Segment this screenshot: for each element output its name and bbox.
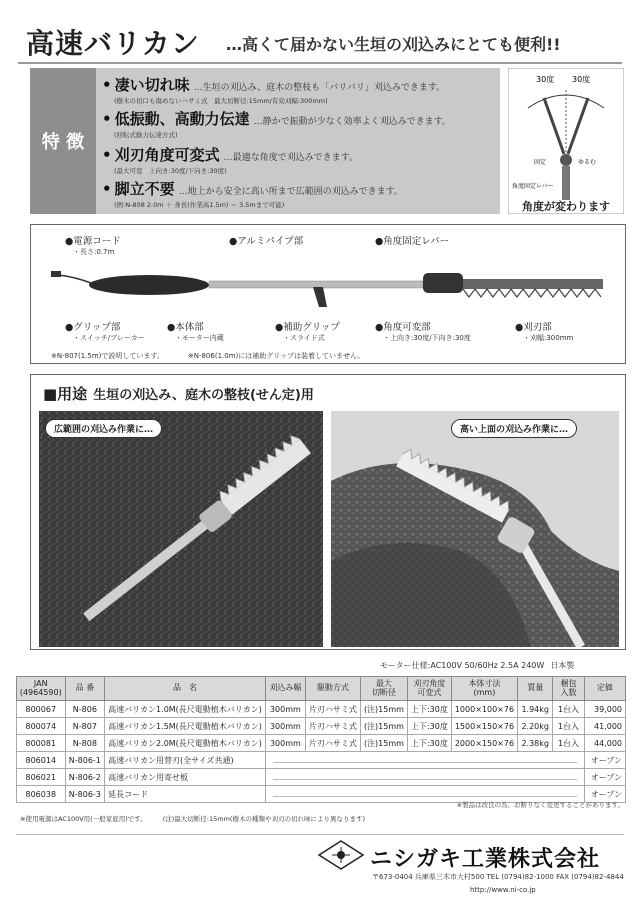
- feature-note: (最大可変 上向き:30度/下向き:30度): [114, 167, 227, 175]
- feature-item: • 刈刃角度可変式 …最適な角度で刈込みできます。 (最大可変 上向き:30度/下向き:30度): [102, 144, 498, 175]
- feature-desc: …静かで振動が少なく効率よく刈込みできます。: [253, 117, 451, 127]
- part-pipe: ●アルミパイプ部: [229, 236, 304, 247]
- part-body: ●本体部 ・モーター内蔵: [167, 322, 224, 342]
- features-panel: [30, 68, 500, 214]
- feature-title: 低振動、高動力伝達: [114, 110, 250, 128]
- col-code: 品 番: [65, 677, 105, 701]
- motor-spec: モーター仕様:AC100V 50/60Hz 2.5A 240W 日本製: [380, 661, 575, 670]
- col-name: 品 名: [105, 677, 266, 701]
- blade-bar-shape: [463, 279, 603, 289]
- part-angle: ●角度可変部 ・上向き:30度/下向き:30度: [375, 322, 471, 342]
- loosen-label: ゆるむ: [578, 159, 597, 166]
- footer-divider: [16, 834, 624, 835]
- col-jan: JAN (4964590): [17, 677, 66, 701]
- table-row: 800067 N-806 高速バリカン1.0M(長尺電動植木バリカン) 300mm 片刃ハサミ式 (注)15mm 上下:30度 1000×100×76 1.94kg 1台入 39,000: [17, 701, 626, 718]
- table-row: 800081 N-808 高速バリカン2.0M(長尺電動植木バリカン) 300mm 片刃ハサミ式 (注)15mm 上下:30度 2000×150×76 2.38kg 1台入 44,000: [17, 735, 626, 752]
- col-price: 定価: [584, 677, 625, 701]
- company-logo-icon: [318, 840, 364, 870]
- lever-label: 角度固定レバー: [512, 183, 554, 190]
- company-address: 〒673-0404 兵庫県三木市大村500 TEL (0794)82-1000 FAX (0794)82-4844: [372, 873, 624, 881]
- feature-title: 凄い切れ味: [114, 76, 190, 94]
- col-size: 本体寸法 (mm): [451, 677, 517, 701]
- angle-joint-shape: [423, 273, 463, 293]
- table-row: 806038 N-806-3 延長コード オープン: [17, 786, 626, 803]
- grip-body-shape: [89, 275, 209, 295]
- angle-diagram: [508, 68, 624, 214]
- feature-desc: …地上から安全に高い所まで広範囲の刈込みできます。: [178, 187, 403, 197]
- power-cord-icon: [59, 275, 91, 283]
- plug-icon: [51, 271, 61, 277]
- parts-notes: ※N-807(1.5m)で説明しています。 ※N-806(1.0m)には補助グリップは装着していません。: [51, 352, 365, 360]
- parts-diagram: [30, 224, 626, 364]
- hedge-photo-left: [39, 411, 323, 647]
- part-grip: ●グリップ部 ・スイッチ/ブレーカー: [65, 322, 145, 342]
- part-cord: ●電源コード ・長さ:0.7m: [65, 236, 121, 256]
- right-angle-label: 30度: [572, 75, 591, 84]
- made-in-label: 日本製: [550, 661, 575, 670]
- aux-grip-shape: [313, 287, 327, 307]
- feature-item: • 脚立不要 …地上から安全に高い所まで広範囲の刈込みできます。 (例:N-808 2.0m ＋ 身長(作業高1.5m) ＝ 3.5mまで可能): [102, 178, 498, 209]
- title-divider: [18, 62, 622, 64]
- footer-notes: ※使用電源はAC100V用(一般家庭用)です。 (注)最大切断径:15mm(樹木の種類や刈刃の切れ味により異なります): [20, 815, 366, 823]
- feature-desc: …最適な角度で刈込みできます。: [223, 153, 358, 163]
- bubble-right: 高い上面の刈込み作業に…: [451, 419, 577, 438]
- feature-desc: …生垣の刈込み、庭木の整枝も「バリバリ」刈込みできます。: [193, 83, 446, 93]
- col-cut: 最大 切断径: [360, 677, 407, 701]
- part-aux-grip: ●補助グリップ ・スライド式: [275, 322, 340, 342]
- col-weight: 質量: [518, 677, 553, 701]
- pivot-joint: [560, 154, 572, 166]
- part-lever: ●角度固定レバー: [375, 236, 450, 247]
- table-row: 806014 N-806-1 高速バリカン用替刃(全サイズ共通) オープン: [17, 752, 626, 769]
- spec-table: [16, 676, 626, 803]
- page-subtitle: …高くて届かない生垣の刈込みにとても便利!!: [226, 35, 561, 54]
- feature-note: (回転式動力伝達方式): [114, 131, 178, 139]
- photo-wide-hedge: [39, 411, 323, 647]
- company-name: ニシガキ工業株式会社: [370, 847, 601, 872]
- bubble-left: 広範囲の刈込み作業に…: [45, 419, 162, 438]
- table-row: 806021 N-806-2 高速バリカン用寄せ板 オープン: [17, 769, 626, 786]
- blade-teeth-shape: [463, 289, 601, 297]
- handle-pipe: [562, 166, 570, 200]
- hedge-photo-right: [331, 411, 619, 647]
- fix-label: 固定: [534, 159, 547, 166]
- title-bar: [18, 22, 622, 62]
- col-angle: 刈刃角度 可変式: [407, 677, 451, 701]
- aluminum-pipe-shape: [209, 281, 423, 288]
- table-header-row: [17, 677, 626, 701]
- change-notice: ※製品は改良の為、お断りなく変更することがあります。: [456, 801, 624, 809]
- features-label: 特 徴: [30, 68, 96, 214]
- col-drive: 駆動方式: [305, 677, 360, 701]
- usage-section: [30, 374, 626, 650]
- col-pack: 梱包 入数: [553, 677, 584, 701]
- feature-item: • 低振動、高動力伝達 …静かで振動が少なく効率よく刈込みできます。 (回転式動力伝達方式): [102, 108, 498, 139]
- angle-caption: 角度が変わります: [522, 200, 610, 213]
- feature-item: • 凄い切れ味 …生垣の刈込み、庭木の整枝も「バリバリ」刈込みできます。 (樹木の切口も傷めないハサミ式 最大切断径:15mm/有効刈幅:300mm): [102, 74, 498, 105]
- usage-title: ■用途 生垣の刈込み、庭木の整枝(せん定)用: [43, 385, 314, 403]
- feature-title: 脚立不要: [114, 180, 175, 198]
- feature-title: 刈刃角度可変式: [114, 146, 220, 164]
- page-title: 高速バリカン: [26, 27, 200, 60]
- company-url[interactable]: http://www.ni-co.jp: [470, 886, 536, 894]
- col-width: 刈込み幅: [265, 677, 305, 701]
- feature-note: (例:N-808 2.0m ＋ 身長(作業高1.5m) ＝ 3.5mまで可能): [114, 201, 285, 209]
- part-blade: ●刈刃部 ・刈幅:300mm: [515, 322, 574, 342]
- table-row: 800074 N-807 高速バリカン1.5M(長尺電動植木バリカン) 300mm 片刃ハサミ式 (注)15mm 上下:30度 1500×150×76 2.20kg 1台入 41,000: [17, 718, 626, 735]
- photo-top-hedge: [331, 411, 619, 647]
- left-angle-label: 30度: [536, 75, 555, 84]
- feature-note: (樹木の切口も傷めないハサミ式 最大切断径:15mm/有効刈幅:300mm): [114, 97, 328, 105]
